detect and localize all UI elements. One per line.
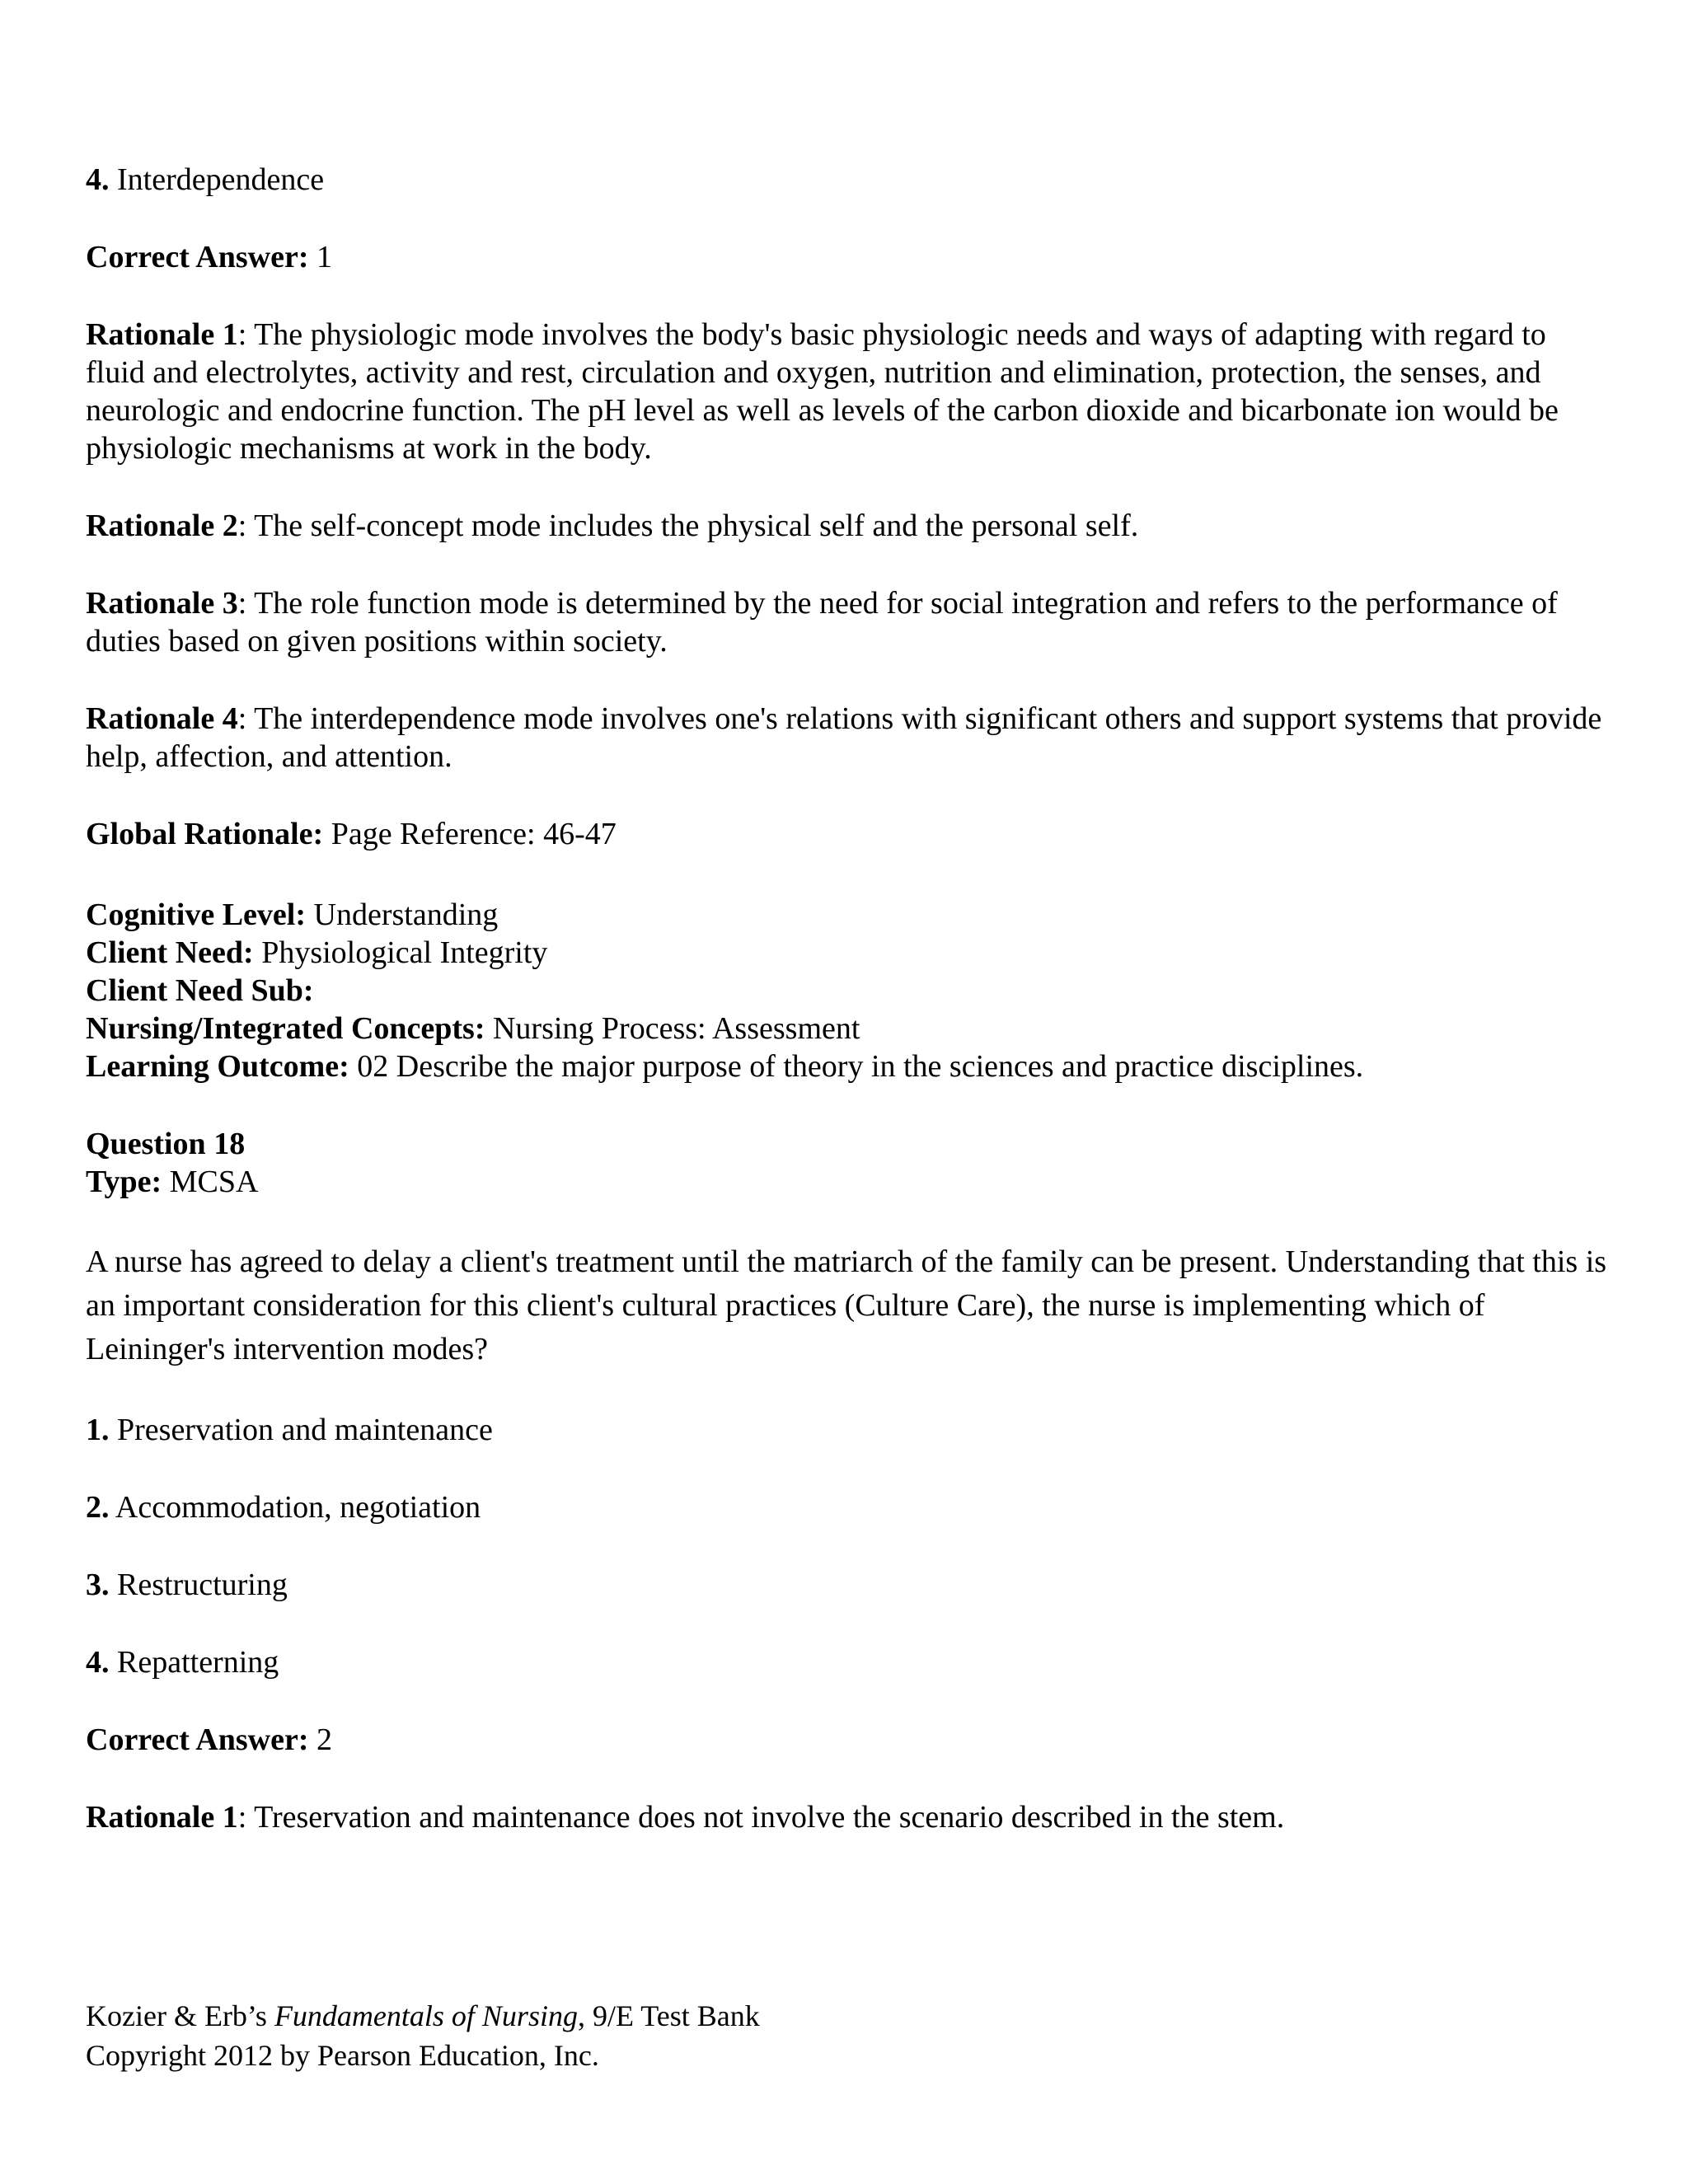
meta-value: 02 Describe the major purpose of theory in the sciences and practice disciplines.	[357, 1049, 1364, 1084]
meta-label: Nursing/Integrated Concepts:	[86, 1011, 485, 1046]
option-number: 4.	[86, 1645, 110, 1680]
page-footer	[86, 1996, 760, 2075]
rationale-label: Rationale 1	[86, 317, 238, 352]
correct-answer-label: Correct Answer:	[86, 1722, 309, 1757]
option-2	[86, 1488, 1611, 1526]
rationale-1	[86, 1798, 1611, 1836]
footer-copyright: Copyright 2012 by Pearson Education, Inc.	[86, 2039, 599, 2072]
cognitive-level	[86, 896, 1611, 934]
rationale-text: : The self-concept mode includes the physical self and the personal self.	[237, 509, 1139, 543]
prev-correct-answer	[86, 238, 1611, 276]
option-number: 2.	[86, 1490, 110, 1525]
prev-rationale-3	[86, 584, 1611, 660]
option-text: Restructuring	[117, 1568, 288, 1602]
question-number: Question 18	[86, 1127, 246, 1161]
prev-option-4	[86, 161, 1611, 199]
rationale-text: : The role function mode is determined by the need for social integration and refers to the performance of duties based on given positions within society.	[86, 586, 1558, 658]
learning-outcome	[86, 1047, 1611, 1085]
rationale-label: Rationale 1	[86, 1800, 238, 1835]
global-rationale-value: Page Reference: 46-47	[331, 817, 617, 851]
question-stem: A nurse has agreed to delay a client's treatment until the matriarch of the family can be present. Understanding that this is an important consideration for this client's cultural practices (Culture Care), the nurse is implementing which of Leininger's intervention modes?	[86, 1244, 1607, 1366]
rationale-label: Rationale 4	[86, 701, 238, 736]
type-value: MCSA	[169, 1165, 259, 1199]
footer-authors: Kozier & Erb’s	[86, 1999, 274, 2032]
option-1	[86, 1411, 1611, 1449]
correct-answer	[86, 1721, 1611, 1759]
correct-answer-value: 2	[316, 1722, 332, 1757]
footer-book-title: Fundamentals of Nursing	[274, 1999, 578, 2032]
correct-answer-value: 1	[316, 240, 332, 274]
meta-label: Cognitive Level:	[86, 898, 307, 932]
rationale-text: : The physiologic mode involves the body's basic physiologic needs and ways of adapting with regard to fluid and electrolytes, activity and rest, circulation and oxygen, nutrition and elimination, protection, the senses, and neurologic and endocrine function. The pH level as well as levels of the carbon dioxide and bicarbonate ion would be physiologic mechanisms at work in the body.	[86, 317, 1559, 466]
prev-rationale-2	[86, 507, 1611, 545]
option-number: 3.	[86, 1568, 110, 1602]
meta-label: Client Need:	[86, 935, 254, 970]
meta-value: Understanding	[313, 898, 499, 932]
option-text: Interdependence	[117, 162, 325, 197]
rationale-label: Rationale 2	[86, 509, 238, 543]
global-rationale-label: Global Rationale:	[86, 817, 324, 851]
option-number: 1.	[86, 1413, 110, 1447]
option-text: Repatterning	[117, 1645, 279, 1680]
footer-edition: , 9/E Test Bank	[577, 1999, 760, 2032]
meta-value: Physiological Integrity	[261, 935, 548, 970]
correct-answer-label: Correct Answer:	[86, 240, 309, 274]
document-page	[86, 161, 1611, 1836]
prev-rationale-4	[86, 700, 1611, 776]
meta-label: Client Need Sub:	[86, 973, 314, 1008]
option-4	[86, 1643, 1611, 1681]
global-rationale	[86, 815, 1611, 853]
option-3	[86, 1566, 1611, 1604]
rationale-text: : The interdependence mode involves one's relations with significant others and support systems that provide help, affection, and attention.	[86, 701, 1602, 774]
question-title	[86, 1125, 1611, 1163]
prev-rationale-1	[86, 316, 1611, 467]
meta-label: Learning Outcome:	[86, 1049, 349, 1084]
option-text: Accommodation, negotiation	[115, 1490, 481, 1525]
client-need	[86, 934, 1611, 972]
question-type	[86, 1163, 1611, 1201]
option-number: 4.	[86, 162, 110, 197]
rationale-text: : Treservation and maintenance does not involve the scenario described in the stem.	[237, 1800, 1285, 1835]
footer-book-line	[86, 1996, 760, 2036]
client-need-sub	[86, 972, 1611, 1010]
type-label: Type:	[86, 1165, 162, 1199]
option-text: Preservation and maintenance	[117, 1413, 493, 1447]
integrated-concepts	[86, 1010, 1611, 1047]
meta-value: Nursing Process: Assessment	[492, 1011, 860, 1046]
rationale-label: Rationale 3	[86, 586, 238, 621]
